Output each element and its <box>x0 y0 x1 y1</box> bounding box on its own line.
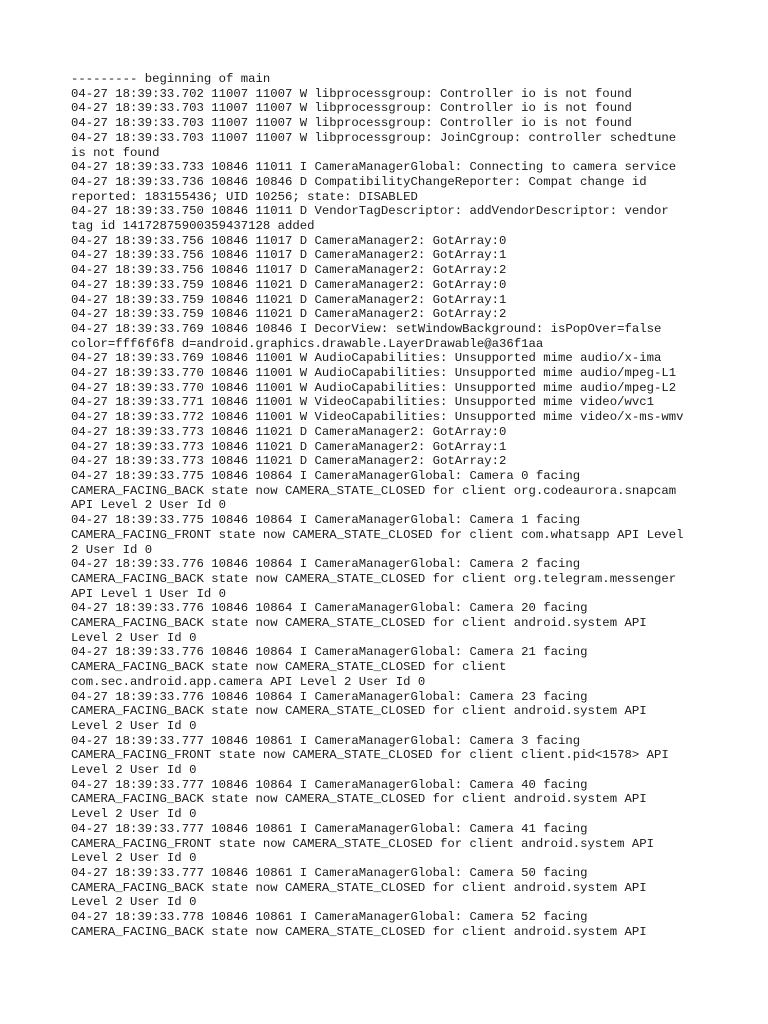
log-line: 04-27 18:39:33.756 10846 11017 D CameraManager2: GotArray:1 <box>71 248 507 263</box>
log-line: tag id 14172875900359437128 added <box>71 219 315 234</box>
log-line: is not found <box>71 145 160 160</box>
log-line: 04-27 18:39:33.776 10846 10864 I CameraManagerGlobal: Camera 20 facing <box>71 601 588 616</box>
log-line: Level 2 User Id 0 <box>71 851 197 866</box>
log-line: CAMERA_FACING_BACK state now CAMERA_STATE_CLOSED for client android.system API <box>71 792 647 807</box>
log-line: 04-27 18:39:33.703 11007 11007 W libprocessgroup: Controller io is not found <box>71 116 632 131</box>
log-line: CAMERA_FACING_BACK state now CAMERA_STATE_CLOSED for client org.telegram.messenger <box>71 571 677 586</box>
log-line: 04-27 18:39:33.777 10846 10864 I CameraManagerGlobal: Camera 40 facing <box>71 777 588 792</box>
log-line: 04-27 18:39:33.773 10846 11021 D CameraManager2: GotArray:0 <box>71 424 507 439</box>
log-line: 04-27 18:39:33.733 10846 11011 I CameraManagerGlobal: Connecting to camera service <box>71 160 677 175</box>
log-line: 04-27 18:39:33.776 10846 10864 I CameraManagerGlobal: Camera 23 facing <box>71 689 588 704</box>
log-line: CAMERA_FACING_BACK state now CAMERA_STATE_CLOSED for client android.system API <box>71 616 647 631</box>
log-line: Level 2 User Id 0 <box>71 630 197 645</box>
log-line: 2 User Id 0 <box>71 542 153 557</box>
log-line: 04-27 18:39:33.703 11007 11007 W libprocessgroup: Controller io is not found <box>71 101 632 116</box>
log-line: Level 2 User Id 0 <box>71 807 197 822</box>
log-line: 04-27 18:39:33.750 10846 11011 D VendorTagDescriptor: addVendorDescriptor: vendor <box>71 204 669 219</box>
log-line: 04-27 18:39:33.778 10846 10861 I CameraManagerGlobal: Camera 52 facing <box>71 910 588 925</box>
log-line: reported: 183155436; UID 10256; state: DISABLED <box>71 189 418 204</box>
log-line: color=fff6f6f8 d=android.graphics.drawable.LayerDrawable@a36f1aa <box>71 336 544 351</box>
log-line: 04-27 18:39:33.702 11007 11007 W libprocessgroup: Controller io is not found <box>71 86 632 101</box>
log-line: 04-27 18:39:33.759 10846 11021 D CameraManager2: GotArray:0 <box>71 277 507 292</box>
log-line: 04-27 18:39:33.777 10846 10861 I CameraManagerGlobal: Camera 41 facing <box>71 821 588 836</box>
log-line: CAMERA_FACING_BACK state now CAMERA_STATE_CLOSED for client android.system API <box>71 924 647 939</box>
log-line: CAMERA_FACING_BACK state now CAMERA_STATE_CLOSED for client <box>71 660 507 675</box>
log-line: 04-27 18:39:33.773 10846 11021 D CameraManager2: GotArray:1 <box>71 439 507 454</box>
log-line: CAMERA_FACING_BACK state now CAMERA_STATE_CLOSED for client android.system API <box>71 704 647 719</box>
log-line: 04-27 18:39:33.772 10846 11001 W VideoCapabilities: Unsupported mime video/x-ms-wmv <box>71 410 684 425</box>
log-line: 04-27 18:39:33.776 10846 10864 I CameraManagerGlobal: Camera 2 facing <box>71 557 581 572</box>
log-line: 04-27 18:39:33.771 10846 11001 W VideoCapabilities: Unsupported mime video/wvc1 <box>71 395 654 410</box>
log-line: Level 2 User Id 0 <box>71 895 197 910</box>
log-line: 04-27 18:39:33.773 10846 11021 D CameraManager2: GotArray:2 <box>71 454 507 469</box>
log-line: CAMERA_FACING_FRONT state now CAMERA_STATE_CLOSED for client android.system API <box>71 836 654 851</box>
log-line: API Level 1 User Id 0 <box>71 586 226 601</box>
log-line: CAMERA_FACING_FRONT state now CAMERA_STATE_CLOSED for client client.pid<1578> API <box>71 748 669 763</box>
log-line: 04-27 18:39:33.703 11007 11007 W libprocessgroup: JoinCgroup: controller schedtune <box>71 130 677 145</box>
log-line: com.sec.android.app.camera API Level 2 User Id 0 <box>71 674 426 689</box>
log-line: 04-27 18:39:33.736 10846 10846 D CompatibilityChangeReporter: Compat change id <box>71 174 647 189</box>
log-line: 04-27 18:39:33.756 10846 11017 D CameraManager2: GotArray:2 <box>71 263 507 278</box>
log-line: Level 2 User Id 0 <box>71 763 197 778</box>
log-line: CAMERA_FACING_BACK state now CAMERA_STATE_CLOSED for client org.codeaurora.snapcam <box>71 483 677 498</box>
log-line: 04-27 18:39:33.759 10846 11021 D CameraManager2: GotArray:2 <box>71 307 507 322</box>
log-line: 04-27 18:39:33.759 10846 11021 D CameraManager2: GotArray:1 <box>71 292 507 307</box>
log-line: --------- beginning of main <box>71 72 271 86</box>
log-line: 04-27 18:39:33.769 10846 11001 W AudioCapabilities: Unsupported mime audio/x-ima <box>71 351 662 366</box>
log-line: Level 2 User Id 0 <box>71 718 197 733</box>
log-line: 04-27 18:39:33.775 10846 10864 I CameraManagerGlobal: Camera 1 facing <box>71 513 581 528</box>
log-line: CAMERA_FACING_FRONT state now CAMERA_STATE_CLOSED for client com.whatsapp API Level <box>71 527 684 542</box>
log-line: 04-27 18:39:33.776 10846 10864 I CameraManagerGlobal: Camera 21 facing <box>71 645 588 660</box>
log-line: 04-27 18:39:33.770 10846 11001 W AudioCapabilities: Unsupported mime audio/mpeg-L1 <box>71 366 677 381</box>
log-output <box>71 72 711 939</box>
log-line: 04-27 18:39:33.777 10846 10861 I CameraManagerGlobal: Camera 3 facing <box>71 733 581 748</box>
log-line: 04-27 18:39:33.769 10846 10846 I DecorView: setWindowBackground: isPopOver=false <box>71 321 662 336</box>
log-line: 04-27 18:39:33.775 10846 10864 I CameraManagerGlobal: Camera 0 facing <box>71 468 581 483</box>
log-line: 04-27 18:39:33.770 10846 11001 W AudioCapabilities: Unsupported mime audio/mpeg-L2 <box>71 380 677 395</box>
log-line: 04-27 18:39:33.756 10846 11017 D CameraManager2: GotArray:0 <box>71 233 507 248</box>
log-line: API Level 2 User Id 0 <box>71 498 226 513</box>
log-line: CAMERA_FACING_BACK state now CAMERA_STATE_CLOSED for client android.system API <box>71 880 647 895</box>
log-line: 04-27 18:39:33.777 10846 10861 I CameraManagerGlobal: Camera 50 facing <box>71 865 588 880</box>
